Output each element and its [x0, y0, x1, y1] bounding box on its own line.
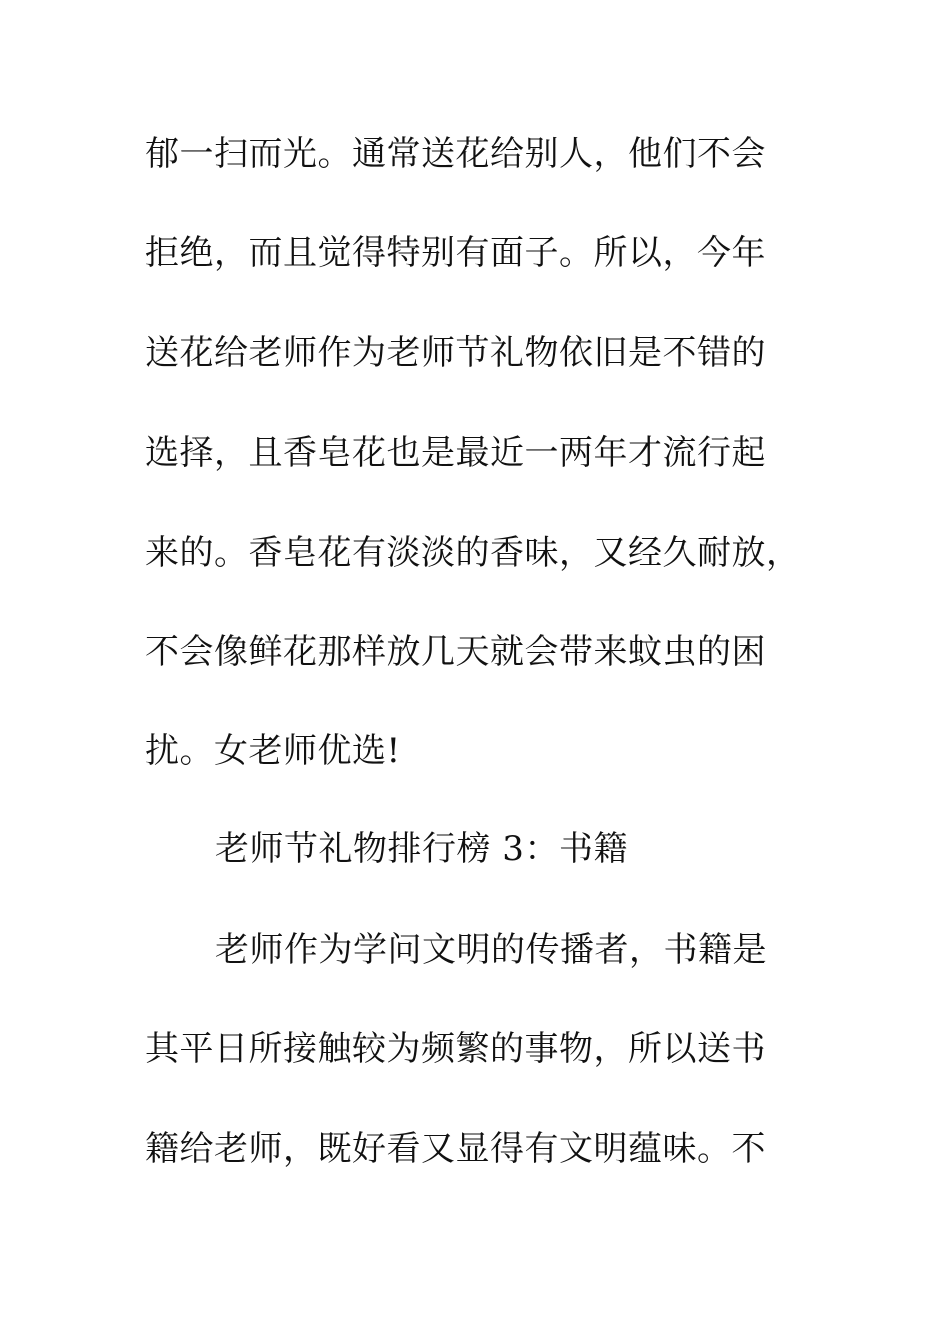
paragraph-line: 来的。香皂花有淡淡的香味，又经久耐放， [145, 533, 801, 573]
paragraph-line: 扰。女老师优选! [145, 731, 401, 771]
paragraph-line: 送花给老师作为老师节礼物依旧是不错的 [145, 333, 766, 373]
paragraph-line: 其平日所接触较为频繁的事物，所以送书 [145, 1029, 766, 1069]
paragraph-line: 籍给老师，既好看又显得有文明蕴味。不 [145, 1129, 766, 1169]
paragraph-line: 老师作为学问文明的传播者，书籍是 [215, 930, 767, 970]
section-heading: 老师节礼物排行榜 3：书籍 [215, 829, 628, 869]
paragraph-line: 不会像鲜花那样放几天就会带来蚊虫的困 [145, 632, 766, 672]
paragraph-line: 拒绝，而且觉得特别有面子。所以，今年 [145, 233, 766, 273]
paragraph-line: 郁一扫而光。通常送花给别人，他们不会 [145, 134, 766, 174]
paragraph-line: 选择，且香皂花也是最近一两年才流行起 [145, 433, 766, 473]
